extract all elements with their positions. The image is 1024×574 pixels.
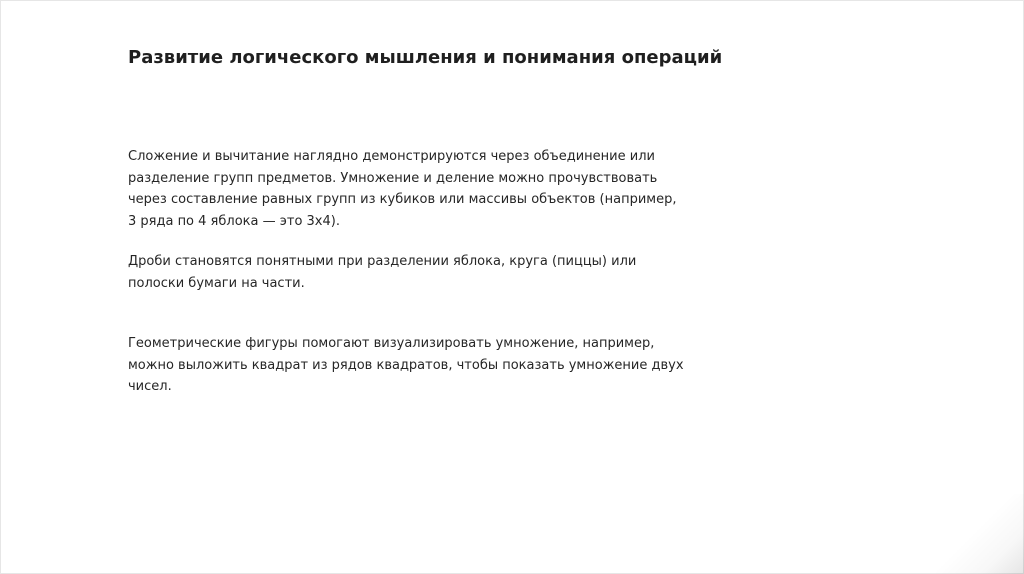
page-corner-shadow [934,494,1024,574]
paragraph-operations: Сложение и вычитание наглядно демонстрируются через объединение или разделение групп предметов. Умножение и деление можно прочувствовать через составление равных групп из кубиков или массивы объектов (например, 3 ряда по 4 яблока — это 3х4). [128,149,677,229]
paragraph-fractions: Дроби становятся понятными при разделении яблока, круга (пиццы) или полоски бумаги на части. [128,254,637,291]
slide-title: Развитие логического мышления и понимания операций [128,47,723,68]
paragraph-geometry: Геометрические фигуры помогают визуализировать умножение, например, можно выложить квадрат из рядов квадратов, чтобы показать умножение двух чисел. [128,336,684,394]
